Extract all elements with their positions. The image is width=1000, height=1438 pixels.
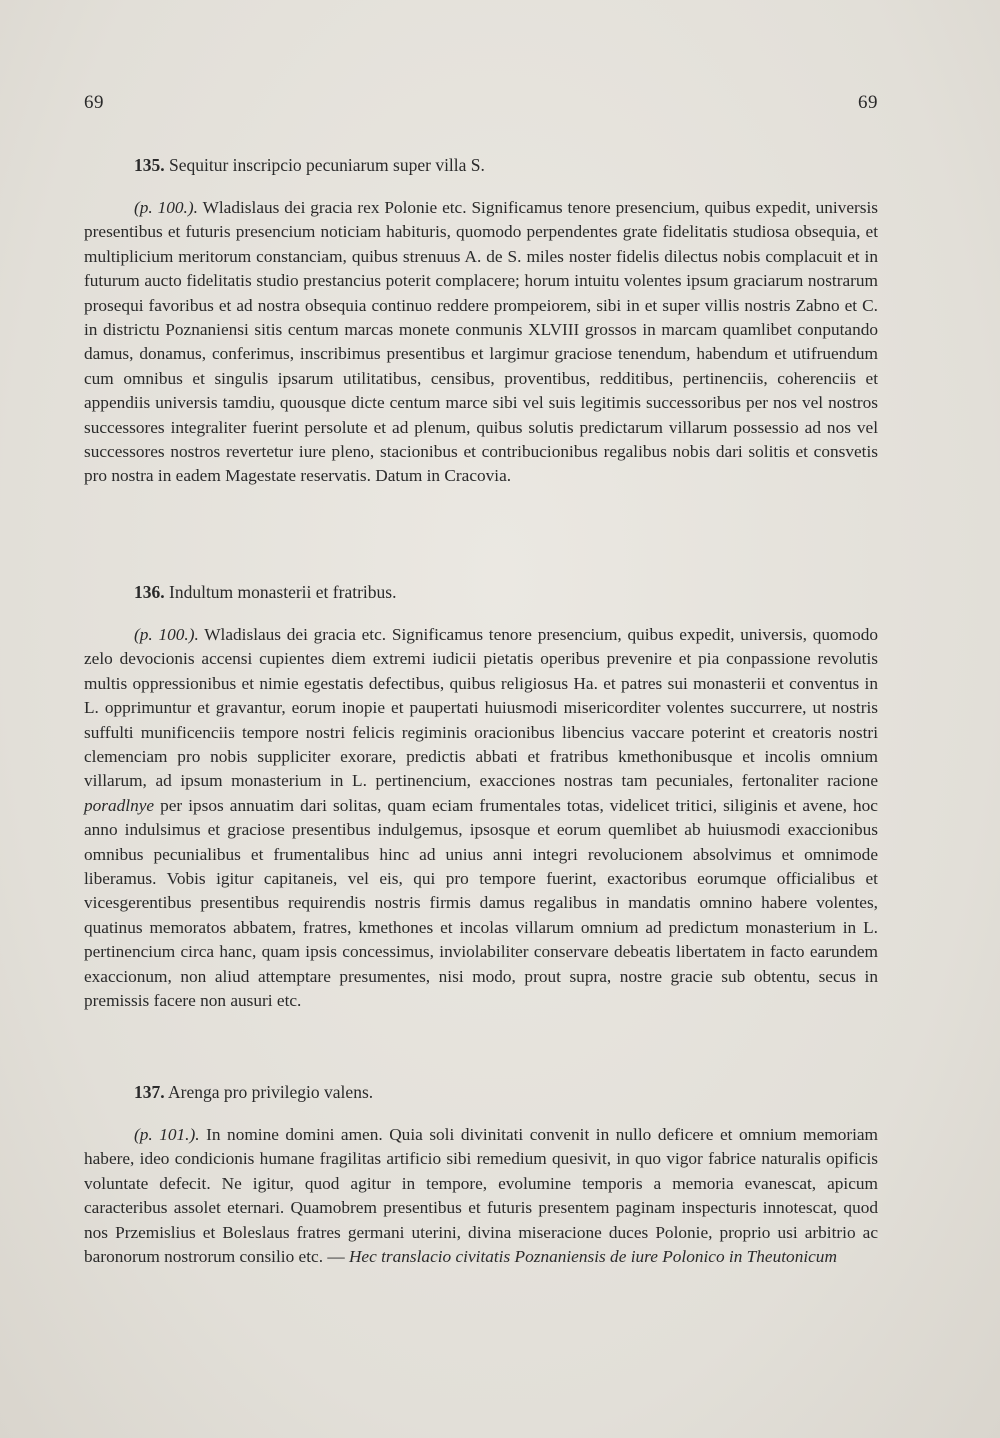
section-137 <box>84 1080 878 1269</box>
section-text: In nomine domini amen. Quia soli divinitati convenit in nullo deficere et omnium memoriam habere, ideo condicionis humane fragilitas artificio sibi remedium quesivit, in quo vigor fabrice naturalis opificis voluntate defecit. Ne igitur, quod agitur in tempore, evolumine temporis a memoria evanescat, apicum caracteribus assolet eternari. Quamobrem presentibus et futuris presentem paginam inspecturis innotescat, quod nos Przemislius et Boleslaus fratres germani uterini, divina miseracione duces Polonie, proprio usi arbitrio ac baronorum nostrorum consilio etc. — <box>84 1125 878 1267</box>
section-heading <box>134 1080 878 1104</box>
page-reference: (p. 100.). <box>134 625 199 644</box>
page-reference: (p. 101.). <box>134 1125 200 1144</box>
section-body <box>84 196 878 489</box>
section-text-part-b: per ipsos annuatim dari solitas, quam eciam frumentales totas, videlicet tritici, siliginis et avene, hoc anno indulsimus et graciose presentibus indulgemus, ipsosque et eorum quemlibet ab huiusmodi exaccionibus omnibus pecunialibus et frumentalibus hinc ad unius anni integri revolucionem absolvimus et omnimode liberamus. Vobis igitur capitaneis, vel eis, qui pro tempore fuerint, exactoribus eorumque officialibus et vicesgerentibus presentibus requirendis nostris firmis damus regalibus in mandatis omnino habere volentes, quatinus memoratos abbatem, fratres, kmethones et incolas villarum omnium ad predictum monasterium in L. pertinencium circa hanc, quam ipsis concessimus, inviolabiliter conservare debeatis libertatem in facto earundem exaccionum, non aliud attemptare presumentes, nisi modo, prout supra, nostre gracie sub obtentu, secus in premissis facere non ausuri etc. <box>84 795 878 1011</box>
italic-term: poradlnye <box>84 795 155 815</box>
section-136 <box>84 580 878 1014</box>
section-title: Indultum monasterii et fratribus. <box>169 582 397 602</box>
section-heading <box>134 153 878 177</box>
section-number: 135. <box>134 155 165 175</box>
section-heading <box>134 580 878 604</box>
section-number: 137. <box>134 1082 165 1102</box>
section-body <box>84 1123 878 1269</box>
page-reference: (p. 100.). <box>134 198 198 217</box>
section-body <box>84 623 878 1014</box>
section-text-part-a: Wladislaus dei gracia etc. Significamus tenore presencium, quibus expedit, universis, quomodo zelo devocionis accensi cupientes diem extremi iudicii pietatis operibus prevenire et pia conpassione revolutis multis oppressionibus et nimie egestatis defectibus, quibus religiosus Ha. et patres sui monasterii et conventus in L. opprimuntur et gravantur, eorum inopie et paupertati huiusmodi misericorditer volentes succurrere, ut nostris suffulti munificenciis tempore nostri felicis regiminis oracionibus libencius vaccare poterint et creatoris nostri clemenciam pro nobis suppliciter exorare, predictis abbati et fratribus kmethonibusque et incolis omnium villarum, ad ipsum monasterium in L. pertinencium, exacciones nostras tam pecuniales, fertonaliter racione <box>84 625 879 791</box>
section-text: Wladislaus dei gracia rex Polonie etc. Significamus tenore presencium, quibus expedit, universis presentibus et futuris presencium noticiam habituris, quomodo perpendentes grate fidelitatis studiosa obsequia, et multiplicium meritorum constanciam, quibus strenuus A. de S. miles noster fidelis dilectus nobis complacuit et in futurum aucto fidelitatis studio prestancius poterit complacere; horum intuitu volentes ipsum graciarum nostrarum prosequi favoribus et ad nostra obsequia continuo reddere prompeiorem, sibi in et super villis nostris Zabno et C. in districtu Poznaniensi sitis centum marcas monete conmunis XLVIII grossos in marcam quamlibet conputando damus, donamus, conferimus, inscribimus presentibus et largimur graciose tenendum, habendum et utifruendum cum omnibus et singulis ipsarum utilitatibus, censibus, proventibus, redditibus, pertinenciis, coherenciis et appendiis universis tamdiu, quousque dicte centum marce sibi vel suis legitimis successoribus per nos vel nostros successores integraliter fuerint persolute et ad plenum, quibus solutis predictarum villarum possessio ad nos vel successores nostros revertetur iure pleno, stacionibus et contribucionibus regalibus nobis dari solitis et consvetis pro nostra in eadem Magestate reservatis. Datum in Cracovia. <box>84 198 879 486</box>
section-135 <box>84 153 878 489</box>
section-number: 136. <box>134 582 165 602</box>
page-number-right: 69 <box>858 92 878 113</box>
section-title: Arenga pro privilegio valens. <box>168 1082 374 1102</box>
section-title: Sequitur inscripcio pecuniarum super villa S. <box>169 155 485 175</box>
page-number-left: 69 <box>84 92 104 113</box>
italic-tail: Hec translacio civitatis Poznaniensis de iure Polonico in Theutonicum <box>348 1247 837 1267</box>
